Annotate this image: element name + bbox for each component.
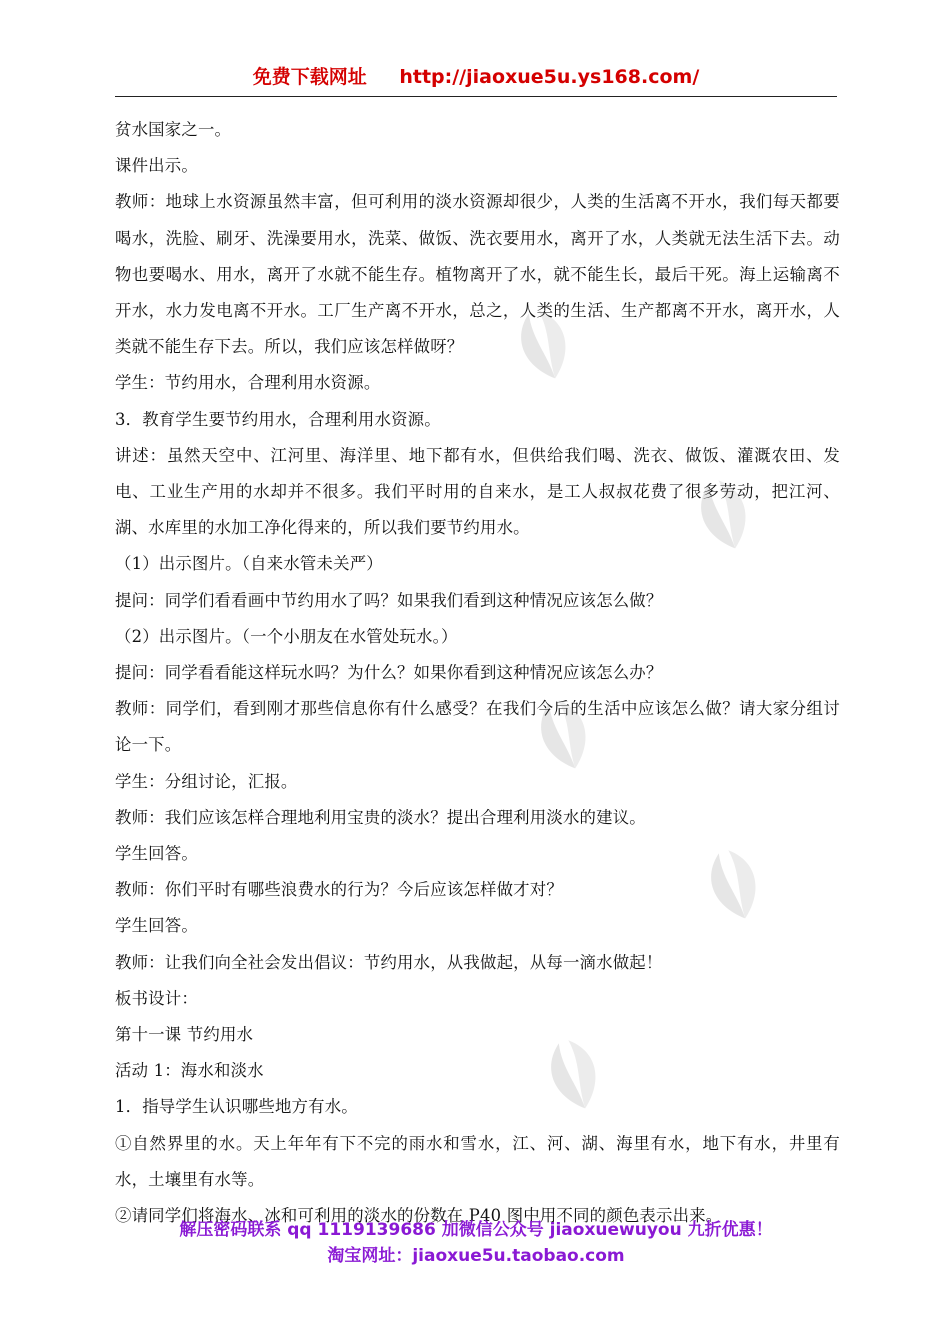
paragraph: 学生：节约用水，合理利用水资源。	[115, 373, 381, 393]
paragraph: 讲述：虽然天空中、江河里、海洋里、地下都有水，但供给我们喝、洗衣、做饭、灌溉农田、发电、工业生产用的水却并不很多。我们平时用的自来水，是工人叔叔花费了很多劳动，把江河、湖、水库里的水加工净化得来的，所以我们要节约用水。	[115, 445, 840, 538]
paragraph: ②请同学们将海水、冰和可利用的淡水的份数在 P40 图中用不同的颜色表示出来。	[115, 1206, 723, 1226]
paragraph: ①自然界里的水。天上年年有下不完的雨水和雪水，江、河、湖、海里有水，地下有水，井里有水，土壤里有水等。	[115, 1133, 840, 1189]
paragraph: （2）出示图片。（一个小朋友在水管处玩水。）	[115, 626, 458, 646]
paragraph: 3．教育学生要节约用水，合理利用水资源。	[115, 409, 441, 429]
page-footer	[115, 1216, 837, 1268]
paragraph: 学生回答。	[115, 916, 198, 936]
paragraph: 第十一课 节约用水	[115, 1025, 254, 1045]
footer-shop-link[interactable]: 淘宝网址：jiaoxue5u.taobao.com	[327, 1246, 625, 1266]
paragraph: 板书设计：	[115, 988, 198, 1008]
paragraph: 教师：你们平时有哪些浪费水的行为？今后应该怎样做才对？	[115, 880, 563, 900]
header-url-link[interactable]: http://jiaoxue5u.ys168.com/	[399, 66, 700, 88]
document-body	[115, 112, 840, 1234]
paragraph: 教师：让我们向全社会发出倡议：节约用水，从我做起，从每一滴水做起！	[115, 952, 663, 972]
paragraph: 提问：同学看看能这样玩水吗？为什么？如果你看到这种情况应该怎么办？	[115, 663, 663, 683]
paragraph: 教师：我们应该怎样合理地利用宝贵的淡水？提出合理利用淡水的建议。	[115, 807, 646, 827]
page-header	[115, 62, 837, 97]
header-label: 免费下载网址	[252, 66, 367, 88]
paragraph: 贫水国家之一。	[115, 120, 232, 139]
paragraph: 学生：分组讨论，汇报。	[115, 771, 298, 791]
paragraph: 教师：地球上水资源虽然丰富，但可利用的淡水资源却很少，人类的生活离不开水，我们每天都要喝水，洗脸、刷牙、洗澡要用水，洗菜、做饭、洗衣要用水，离开了水，人类就无法生活下去。动物也要喝水、用水，离开了水就不能生存。植物离开了水，就不能生长，最后干死。海上运输离不开水，水力发电离不开水。工厂生产离不开水，总之，人类的生活、生产都离不开水，离开水，人类就不能生存下去。所以，我们应该怎样做呀？	[115, 192, 840, 357]
paragraph: 课件出示。	[115, 156, 198, 176]
paragraph: 学生回答。	[115, 844, 198, 864]
paragraph: 教师：同学们，看到刚才那些信息你有什么感受？在我们今后的生活中应该怎么做？请大家分组讨论一下。	[115, 699, 840, 755]
paragraph: 1．指导学生认识哪些地方有水。	[115, 1097, 358, 1117]
paragraph: （1）出示图片。（自来水管未关严）	[115, 554, 383, 574]
footer-contact-line: 解压密码联系 qq 1119139686 加微信公众号 jiaoxuewuyou 九折优惠！	[179, 1220, 773, 1240]
paragraph: 活动 1：海水和淡水	[115, 1061, 264, 1081]
paragraph: 提问：同学们看看画中节约用水了吗？如果我们看到这种情况应该怎么做？	[115, 590, 663, 610]
